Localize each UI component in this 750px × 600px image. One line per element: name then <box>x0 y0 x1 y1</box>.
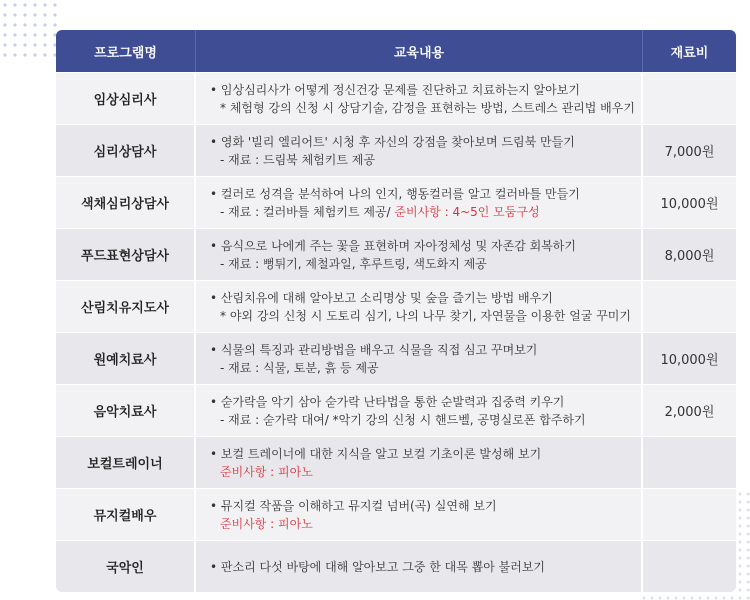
content-line-main: • 영화 '빌리 엘리어트' 시청 후 자신의 강점을 찾아보며 드림북 만들기 <box>210 134 575 149</box>
program-table <box>56 30 736 592</box>
content-line-sub <box>210 203 640 221</box>
program-name: 국악인 <box>56 540 196 592</box>
material-cost <box>643 72 736 124</box>
content-line-sub <box>210 151 640 169</box>
content-line-sub <box>210 99 640 117</box>
table-header-row <box>56 30 736 72</box>
content-line-main: • 숟가락을 악기 삼아 숟가락 난타법을 통한 순발력과 집중력 키우기 <box>210 394 565 409</box>
program-name: 심리상담사 <box>56 124 196 176</box>
content-line-main: • 컬러로 성격을 분석하여 나의 인지, 행동컬러를 알고 컬러바틀 만들기 <box>210 186 580 201</box>
material-cost <box>643 488 736 540</box>
material-cost <box>643 436 736 488</box>
content-line-sub <box>210 411 640 429</box>
program-name: 색채심리상담사 <box>56 176 196 228</box>
program-content <box>196 488 643 540</box>
content-detail: - 재료 : 식물, 토분, 흙 등 제공 <box>220 360 379 375</box>
program-content <box>196 436 643 488</box>
table-row <box>56 228 736 280</box>
table-row <box>56 436 736 488</box>
material-cost: 10,000원 <box>643 332 736 384</box>
header-content: 교육내용 <box>196 30 643 72</box>
table-row <box>56 176 736 228</box>
content-line-sub <box>210 307 640 325</box>
program-content <box>196 176 643 228</box>
material-cost <box>643 280 736 332</box>
content-line-sub <box>210 463 640 481</box>
program-name: 뮤지컬배우 <box>56 488 196 540</box>
content-line-main: • 보컬 트레이너에 대한 지식을 알고 보컬 기초이론 발성해 보기 <box>210 446 542 461</box>
table-row <box>56 124 736 176</box>
material-cost: 8,000원 <box>643 228 736 280</box>
table-row <box>56 332 736 384</box>
program-content <box>196 72 643 124</box>
content-line-main: • 판소리 다섯 바탕에 대해 알아보고 그중 한 대목 뽑아 불러보기 <box>210 559 546 574</box>
program-content <box>196 124 643 176</box>
material-cost: 2,000원 <box>643 384 736 436</box>
program-name: 푸드표현상담사 <box>56 228 196 280</box>
program-name: 원예치료사 <box>56 332 196 384</box>
content-line-main: • 음식으로 나에게 주는 꽃을 표현하며 자아정체성 및 자존감 회복하기 <box>210 238 576 253</box>
content-line-sub <box>210 255 640 273</box>
material-cost: 7,000원 <box>643 124 736 176</box>
header-material: 재료비 <box>643 30 736 72</box>
content-line-main: • 임상심리사가 어떻게 정신건강 문제를 진단하고 치료하는지 알아보기 <box>210 82 580 97</box>
table-row <box>56 72 736 124</box>
content-detail: - 재료 : 컬러바틀 체험키트 제공/ <box>220 204 391 219</box>
program-content <box>196 384 643 436</box>
content-line-main: • 식물의 특징과 관리방법을 배우고 식물을 직접 심고 꾸며보기 <box>210 342 538 357</box>
content-line-main: • 뮤지컬 작품을 이해하고 뮤지컬 넘버(곡) 실연해 보기 <box>210 498 497 513</box>
table-row <box>56 384 736 436</box>
program-content <box>196 280 643 332</box>
content-line-main: • 산림치유에 대해 알아보고 소리명상 및 숲을 즐기는 방법 배우기 <box>210 290 553 305</box>
content-detail: - 재료 : 뻥튀기, 제철과일, 후루트링, 색도화지 제공 <box>220 256 487 271</box>
table-row <box>56 280 736 332</box>
table-row <box>56 540 736 592</box>
material-cost <box>643 540 736 592</box>
preparation-note: 준비사항 : 4~5인 모둠구성 <box>390 204 540 219</box>
program-name: 음악치료사 <box>56 384 196 436</box>
program-name: 임상심리사 <box>56 72 196 124</box>
material-cost: 10,000원 <box>643 176 736 228</box>
decorative-dots-top-left <box>0 0 60 60</box>
preparation-note: 준비사항 : 피아노 <box>220 516 313 531</box>
content-detail: * 야외 강의 신청 시 도토리 심기, 나의 나무 찾기, 자연물을 이용한 얼굴 꾸미기 <box>220 308 631 323</box>
table-row <box>56 488 736 540</box>
program-name: 보컬트레이너 <box>56 436 196 488</box>
content-detail: - 재료 : 숟가락 대여/ *악기 강의 신청 시 핸드벨, 공명실로폰 합주하기 <box>220 412 586 427</box>
program-content <box>196 540 643 592</box>
program-content <box>196 228 643 280</box>
program-content <box>196 332 643 384</box>
content-detail: - 재료 : 드림북 체험키트 제공 <box>220 152 375 167</box>
content-line-sub <box>210 515 640 533</box>
header-program: 프로그램명 <box>56 30 196 72</box>
content-detail: * 체험형 강의 신청 시 상담기술, 감정을 표현하는 방법, 스트레스 관리법 배우기 <box>220 100 635 115</box>
program-name: 산림치유지도사 <box>56 280 196 332</box>
preparation-note: 준비사항 : 피아노 <box>220 464 313 479</box>
content-line-sub <box>210 359 640 377</box>
